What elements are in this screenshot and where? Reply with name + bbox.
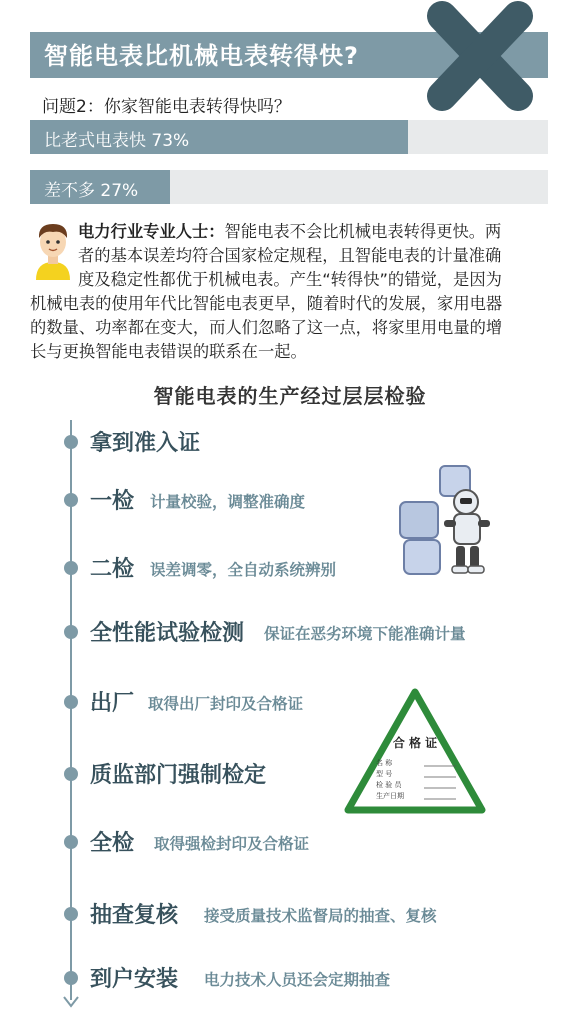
step-title: 全性能试验检测 [90, 621, 245, 646]
poll-bar-label: 差不多 27% [44, 181, 139, 201]
step-title: 全检 [90, 831, 135, 856]
page-title: 智能电表比机械电表转得快? [44, 42, 359, 70]
timeline-dot [64, 493, 78, 507]
certificate-title: 合 格 证 [392, 736, 438, 750]
poll-bar-same [30, 170, 548, 204]
expert-line: 的数量、功率都在变大，而人们忽略了这一点，将家里用电量的增 [30, 318, 503, 337]
expert-statement [30, 220, 552, 364]
step-description: 电力技术人员还会定期抽查 [204, 971, 391, 989]
timeline-dot [64, 907, 78, 921]
certificate-triangle-icon [340, 682, 490, 820]
step-title: 质监部门强制检定 [90, 763, 267, 788]
section-title: 智能电表的生产经过层层检验 [153, 384, 427, 408]
step-title: 拿到准入证 [90, 431, 201, 456]
certificate-field: 型 号 [376, 770, 393, 778]
poll-question: 问题2：你家智能电表转得快吗？ [42, 97, 291, 117]
timeline-dot [64, 767, 78, 781]
timeline-dot [64, 695, 78, 709]
expert-speaker: 电力行业专业人士： [78, 222, 225, 241]
step-title: 到户安装 [90, 967, 179, 992]
step-description: 误差调零，全自动系统辨别 [150, 561, 337, 579]
robot-with-boxes-icon [394, 462, 498, 580]
arrow-down-icon [63, 996, 79, 1008]
timeline-dot [64, 435, 78, 449]
poll-bar-faster [30, 120, 548, 154]
step-description: 计量校验，调整准确度 [150, 493, 306, 511]
certificate-field: 生产日期 [376, 792, 404, 800]
certificate-badge [340, 682, 490, 820]
expert-line: 者的基本误差均符合国家检定规程，且智能电表的计量准确 [78, 246, 502, 265]
timeline-dot [64, 971, 78, 985]
timeline-dot [64, 835, 78, 849]
expert-line: 长与更换智能电表错误的联系在一起。 [30, 342, 307, 361]
poll-bar-label: 比老式电表快 73% [44, 131, 190, 151]
certificate-field: 名 称 [376, 759, 393, 767]
expert-line: 机械电表的使用年代比智能电表更早，随着时代的发展，家用电器 [30, 294, 503, 313]
step-title: 二检 [90, 557, 135, 582]
certificate-field: 检 验 员 [376, 781, 402, 789]
step-description: 保证在恶劣环境下能准确计量 [264, 625, 466, 643]
cross-icon [420, 0, 540, 112]
step-description: 取得出厂封印及合格证 [148, 695, 304, 713]
timeline-dot [64, 625, 78, 639]
step-title: 出厂 [90, 691, 135, 716]
step-description: 取得强检封印及合格证 [154, 835, 310, 853]
step-description: 接受质量技术监督局的抽查、复核 [204, 907, 437, 925]
step-title: 一检 [90, 489, 135, 514]
step-title: 抽查复核 [90, 903, 179, 928]
expert-line: 度及稳定性都优于机械电表。产生“转得快”的错觉，是因为 [78, 270, 502, 289]
expert-line: 智能电表不会比机械电表转得更快。两 [224, 222, 502, 241]
timeline-dot [64, 561, 78, 575]
